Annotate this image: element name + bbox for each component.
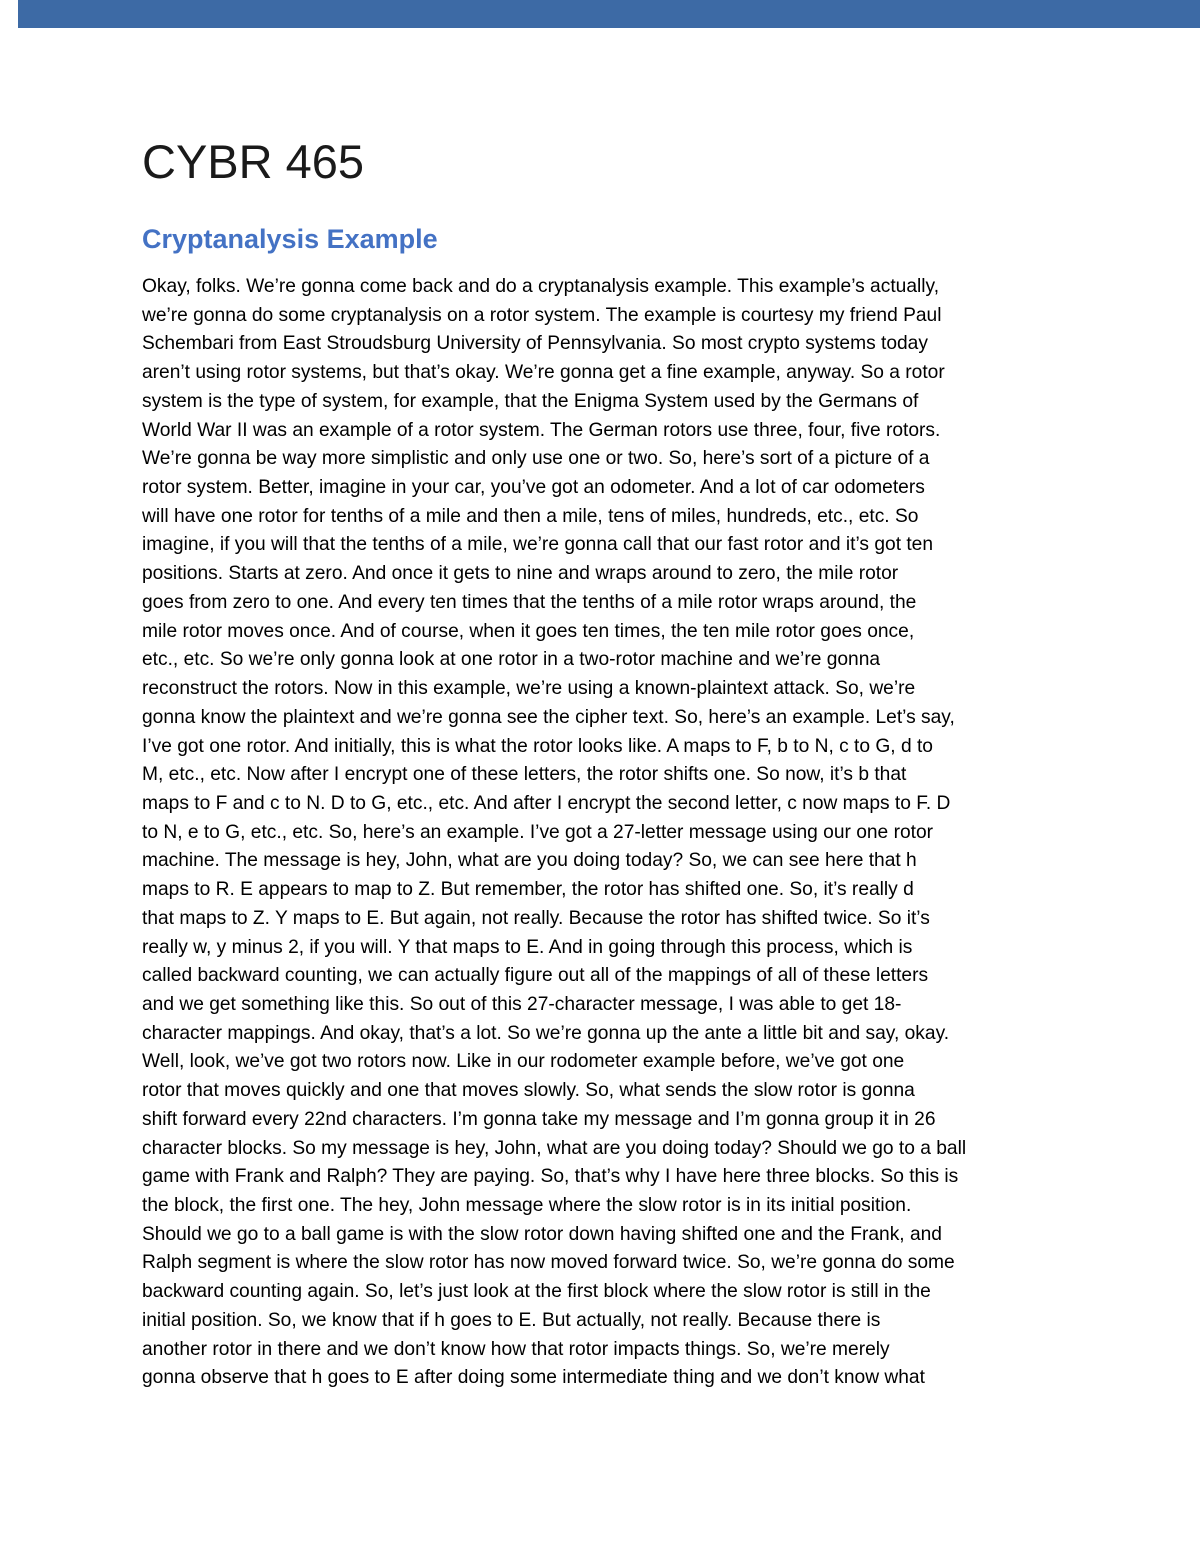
page-title: CYBR 465 <box>142 135 365 188</box>
page-content <box>142 135 1072 1393</box>
header-bar <box>18 0 1200 28</box>
section-heading: Cryptanalysis Example <box>142 224 438 254</box>
body-paragraph: Okay, folks. We’re gonna come back and do a cryptanalysis example. This example’s actually, we’re gonna do some cryptanalysis on a rotor system. The example is courtesy my friend Paul Schembari from East Stroudsburg University of Pennsylvania. So most crypto systems today aren’t using rotor systems, but that’s okay. We’re gonna get a fine example, anyway. So a rotor system is the type of system, for example, that the Enigma System used by the Germans of World War II was an example of a rotor system. The German rotors use three, four, five rotors. We’re gonna be way more simplistic and only use one or two. So, here’s sort of a picture of a rotor system. Better, imagine in your car, you’ve got an odometer. And a lot of car odometers will have one rotor for tenths of a mile and then a mile, tens of miles, hundreds, etc., etc. So imagine, if you will that the tenths of a mile, we’re gonna call that our fast rotor and it’s got ten positions. Starts at zero. And once it gets to nine and wraps around to zero, the mile rotor goes from zero to one. And every ten times that the tenths of a mile rotor wraps around, the mile rotor moves once. And of course, when it goes ten times, the ten mile rotor goes once, etc., etc. So we’re only gonna look at one rotor in a two-rotor machine and we’re gonna reconstruct the rotors. Now in this example, we’re using a known-plaintext attack. So, we’re gonna know the plaintext and we’re gonna see the cipher text. So, here’s an example. Let’s say, I’ve got one rotor. And initially, this is what the rotor looks like. A maps to F, b to N, c to G, d to M, etc., etc. Now after I encrypt one of these letters, the rotor shifts one. So now, it’s b that maps to F and c to N. D to G, etc., etc. And after I encrypt the second letter, c now maps to F. D to N, e to G, etc., etc. So, here’s an example. I’ve got a 27-letter message using our one rotor machine. The message is hey, John, what are you doing today? So, we can see here that h maps to R. E appears to map to Z. But remember, the rotor has shifted one. So, it’s really d that maps to Z. Y maps to E. But again, not really. Because the rotor has shifted twice. So it’s really w, y minus 2, if you will. Y that maps to E. And in going through this process, which is called backward counting, we can actually figure out all of the mappings of all of these letters and we get something like this. So out of this 27-character message, I was able to get 18- character mappings. And okay, that’s a lot. So we’re gonna up the ante a little bit and say, okay. Well, look, we’ve got two rotors now. Like in our rodometer example before, we’ve got one rotor that moves quickly and one that moves slowly. So, what sends the slow rotor is gonna shift forward every 22nd characters. I’m gonna take my message and I’m gonna group it in 26 character blocks. So my message is hey, John, what are you doing today? Should we go to a ball game with Frank and Ralph? They are paying. So, that’s why I have here three blocks. So this is the block, the first one. The hey, John message where the slow rotor is in its initial position. Should we go to a ball game is with the slow rotor down having shifted one and the Frank, and Ralph segment is where the slow rotor has now moved forward twice. So, we’re gonna do some backward counting again. So, let’s just look at the first block where the slow rotor is still in the initial position. So, we know that if h goes to E. But actually, not really. Because there is another rotor in there and we don’t know how that rotor impacts things. So, we’re merely gonna observe that h goes to E after doing some intermediate thing and we don’t know what <box>142 276 967 1389</box>
